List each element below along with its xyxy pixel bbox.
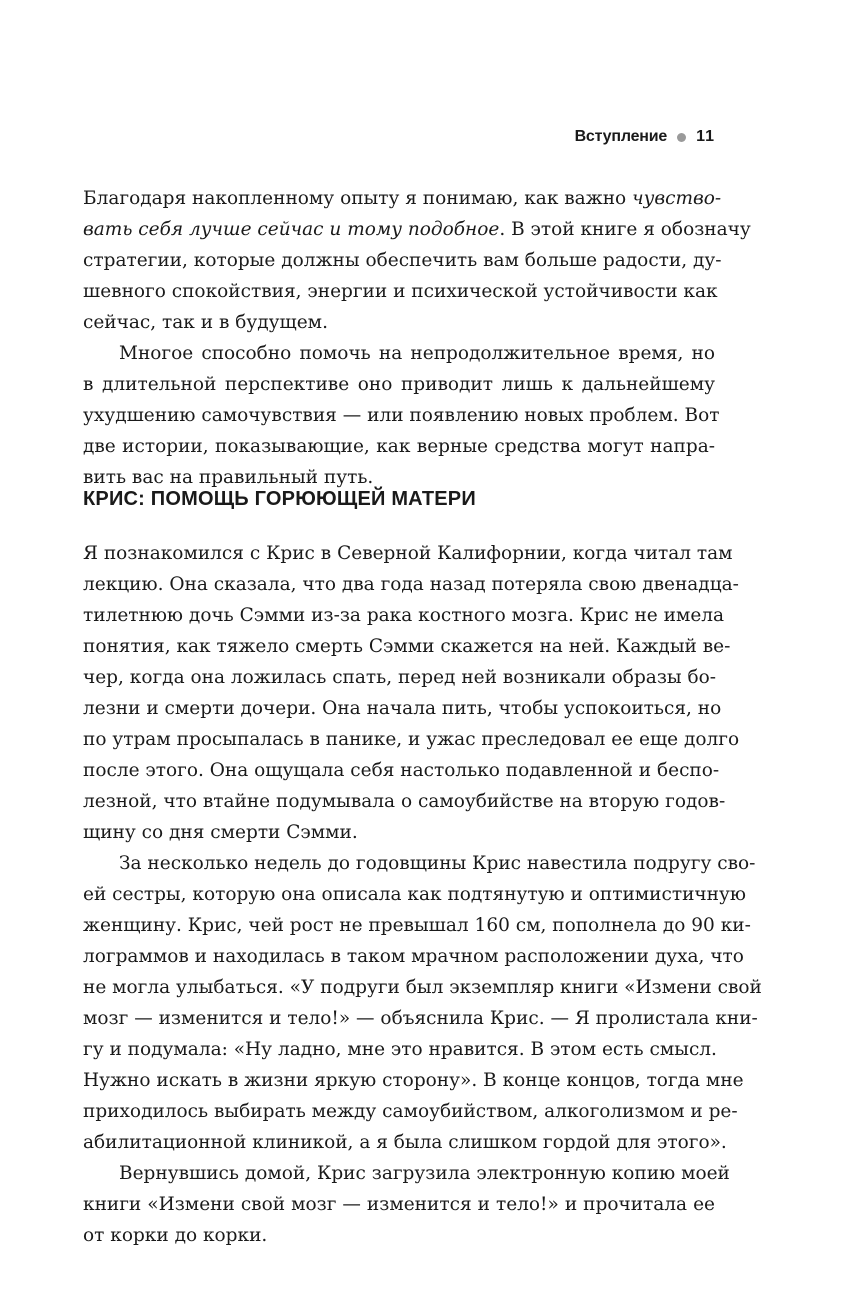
section-paragraph-1 [83, 538, 740, 848]
text-line: в длительной перспективе оно приводит лишь к дальнейшему [83, 374, 715, 395]
text-line: ухудшению самочувствия — или появлению новых проблем. Вот [83, 405, 720, 426]
text-line: вать себя лучше сейчас и тому подобное. В этой книге я обозначу [83, 219, 751, 240]
text-line: лезной, что втайне подумывала о самоубийстве на вторую годов- [83, 791, 726, 812]
text-line: шевного спокойствия, энергии и психической устойчивости как [83, 281, 718, 302]
running-header [575, 128, 715, 146]
text-line: от корки до корки. [83, 1225, 268, 1246]
text-line: Благодаря накопленному опыту я понимаю, как важно чувство- [83, 188, 722, 209]
text-line: по утрам просыпалась в панике, и ужас преследовал ее еще долго [83, 729, 740, 750]
bullet-dot-icon [677, 133, 686, 142]
text-line: понятия, как тяжело смерть Сэмми скажется на ней. Каждый ве- [83, 636, 731, 657]
text-line: две истории, показывающие, как верные средства могут напра- [83, 436, 715, 457]
text-line: щину со дня смерти Сэмми. [83, 822, 358, 843]
section-paragraph-2 [83, 848, 762, 1158]
text-line: книги «Измени свой мозг — изменится и тело!» и прочитала ее [83, 1194, 715, 1215]
text-line: За несколько недель до годовщины Крис навестила подругу сво- [119, 853, 756, 874]
page-number: 11 [696, 128, 715, 145]
text-line: мозг — изменится и тело!» — объяснила Крис. — Я пролистала кни- [83, 1008, 758, 1029]
text-line: лезни и смерти дочери. Она начала пить, чтобы успокоиться, но [83, 698, 722, 719]
text-line: приходилось выбирать между самоубийством, алкоголизмом и ре- [83, 1101, 738, 1122]
text-line: тилетнюю дочь Сэмми из-за рака костного мозга. Крис не имела [83, 605, 725, 626]
text-line: стратегии, которые должны обеспечить вам больше радости, ду- [83, 250, 722, 271]
intro-paragraph-2 [83, 338, 720, 493]
text-line: Многое способно помочь на непродолжительное время, но [119, 343, 715, 364]
emphasis-text: чувство- [632, 188, 722, 209]
text-line: женщину. Крис, чей рост не превышал 160 см, пополнела до 90 ки- [83, 915, 751, 936]
book-page [83, 0, 762, 1311]
chapter-title: Вступление [574, 128, 668, 145]
text-line: Вернувшись домой, Крис загрузила электронную копию моей [119, 1163, 730, 1184]
text-line: гу и подумала: «Ну ладно, мне это нравится. В этом есть смысл. [83, 1039, 717, 1060]
text-line: не могла улыбаться. «У подруги был экземпляр книги «Измени свой [83, 977, 762, 998]
text-line: лограммов и находилась в таком мрачном расположении духа, что [83, 946, 744, 967]
text-line: после этого. Она ощущала себя настолько подавленной и беспо- [83, 760, 720, 781]
text-line: чер, когда она ложилась спать, перед ней возникали образы бо- [83, 667, 717, 688]
section-heading: КРИС: ПОМОЩЬ ГОРЮЮЩЕЙ МАТЕРИ [83, 488, 476, 510]
text-line: Нужно искать в жизни яркую сторону». В конце концов, тогда мне [83, 1070, 744, 1091]
text-line: вить вас на правильный путь. [83, 467, 374, 488]
section-paragraph-3 [83, 1158, 730, 1251]
intro-paragraph-1 [83, 183, 751, 338]
emphasis-text: вать себя лучше сейчас и тому подобное [83, 219, 500, 240]
text-line: ей сестры, которую она описала как подтянутую и оптимистичную [83, 884, 746, 905]
text-line: лекцию. Она сказала, что два года назад потеряла свою двенадца- [83, 574, 739, 595]
text-line: абилитационной клиникой, а я была слишком гордой для этого». [83, 1132, 727, 1153]
text-line: Я познакомился с Крис в Северной Калифорнии, когда читал там [83, 543, 733, 564]
text-line: сейчас, так и в будущем. [83, 312, 328, 333]
